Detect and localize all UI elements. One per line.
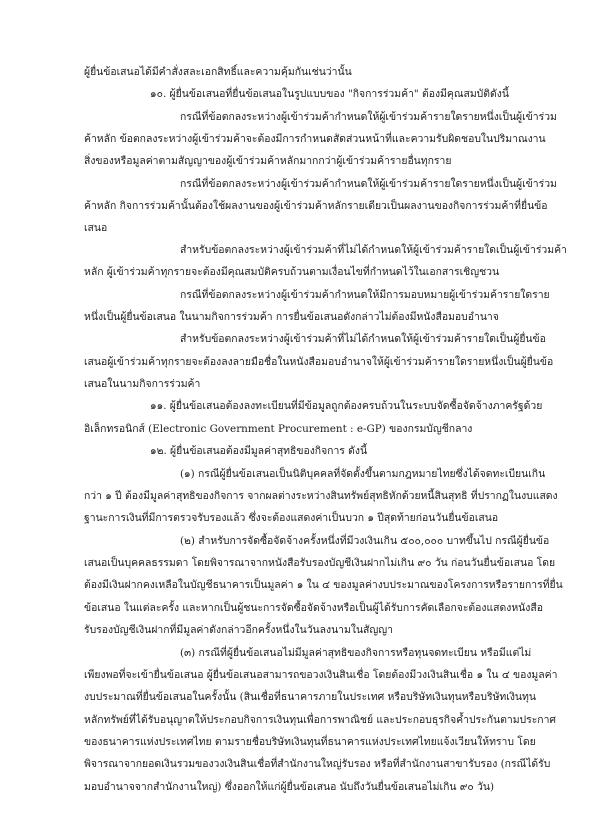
paragraph-line: หนึ่งเป็นผู้ยื่นข้อเสนอ ในนามกิจการร่วมค้า การยื่นข้อเสนอดังกล่าวไม่ต้องมีหนังสือมอบอำนาจ — [84, 311, 499, 323]
paragraph-line: อิเล็กทรอนิกส์ (Electronic Government Procurement : e-GP) ของกรมบัญชีกลาง — [84, 423, 473, 435]
paragraph-line: เสนอในนามกิจการร่วมค้า — [84, 378, 201, 390]
paragraph-line: เสนอผู้เข้าร่วมค้าทุกรายจะต้องลงลายมือชื่อในหนังสือมอบอำนาจให้ผู้เข้าร่วมค้ารายใดรายหนึ่งเป็นผู้ยื่นข้อ — [84, 356, 554, 368]
paragraph-line: มอบอำนาจจากสำนักงานใหญ่) ซึ่งออกให้แก่ผู้ยื่นข้อเสนอ นับถึงวันยื่นข้อเสนอไม่เกิน ๙๐ วัน) — [84, 781, 495, 793]
paragraph-line: งบประมาณที่ยื่นข้อเสนอในครั้งนั้น (สินเชื่อที่ธนาคารภายในประเทศ หรือบริษัทเงินทุนหรือบริษัทเงินทุน — [84, 691, 536, 703]
paragraph-line: ของธนาคารแห่งประเทศไทย ตามรายชื่อบริษัทเงินทุนที่ธนาคารแห่งประเทศไทยแจ้งเวียนให้ทราบ โดย — [84, 736, 536, 748]
paragraph-line: ต้องมีเงินฝากคงเหลือในบัญชีธนาคารเป็นมูลค่า ๑ ใน ๔ ของมูลค่างบประมาณของโครงการหรือรายการที่ยื่น — [84, 579, 563, 591]
paragraph-line: กรณีที่ข้อตกลงระหว่างผู้เข้าร่วมค้ากำหนดให้มีการมอบหมายผู้เข้าร่วมค้ารายใดราย — [180, 289, 550, 301]
paragraph-line: สิ่งของหรือมูลค่าตามสัญญาของผู้เข้าร่วมค้าหลักมากกว่าผู้เข้าร่วมค้ารายอื่นทุกราย — [84, 155, 452, 167]
paragraph-line: (๑) กรณีผู้ยื่นข้อเสนอเป็นนิติบุคคลที่จัดตั้งขึ้นตามกฎหมายไทยซึ่งได้จดทะเบียนเกิน — [180, 468, 546, 480]
paragraph-line: สำหรับข้อตกลงระหว่างผู้เข้าร่วมค้าที่ไม่ได้กำหนดให้ผู้เข้าร่วมค้ารายใดเป็นผู้ยื่นข้อ — [180, 333, 546, 345]
section-heading-10: ๑๐. ผู้ยื่นข้อเสนอที่ยื่นข้อเสนอในรูปแบบของ "กิจการร่วมค้า" ต้องมีคุณสมบัติดังนี้ — [150, 88, 509, 100]
paragraph-line: เพียงพอที่จะเข้ายื่นข้อเสนอ ผู้ยื่นข้อเสนอสามารถขอวงเงินสินเชื่อ โดยต้องมีวงเงินสินเชื่อ ๑ ใน ๔ ของมูลค่า — [84, 669, 558, 681]
paragraph-line: กว่า ๑ ปี ต้องมีมูลค่าสุทธิของกิจการ จากผลต่างระหว่างสินทรัพย์สุทธิหักด้วยหนี้สินสุทธิ ที่ปรากฏในงบแสดง — [84, 490, 558, 502]
paragraph-line: หลักทรัพย์ที่ได้รับอนุญาตให้ประกอบกิจการเงินทุนเพื่อการพาณิชย์ และประกอบธุรกิจค้ำประกันตามประกาศ — [84, 714, 557, 726]
paragraph-line: พิจารณาจากยอดเงินรวมของวงเงินสินเชื่อที่สำนักงานใหญ่รับรอง หรือที่สำนักงานสาขารับรอง (กรณีได้รับ — [84, 758, 551, 770]
paragraph-line: ฐานะการเงินที่มีการตรวจรับรองแล้ว ซึ่งจะต้องแสดงค่าเป็นบวก ๑ ปีสุดท้ายก่อนวันยื่นข้อเสนอ — [84, 512, 499, 524]
paragraph-line: ผู้ยื่นข้อเสนอได้มีคำสั่งสละเอกสิทธิ์และความคุ้มกันเช่นว่านั้น — [84, 66, 352, 78]
section-heading-12: ๑๒. ผู้ยื่นข้อเสนอต้องมีมูลค่าสุทธิของกิจการ ดังนี้ — [150, 445, 368, 457]
paragraph-line: กรณีที่ข้อตกลงระหว่างผู้เข้าร่วมค้ากำหนดให้ผู้เข้าร่วมค้ารายใดรายหนึ่งเป็นผู้เข้าร่วม — [180, 178, 557, 190]
paragraph-line: รับรองบัญชีเงินฝากที่มีมูลค่าดังกล่าวอีกครั้งหนึ่งในวันลงนามในสัญญา — [84, 624, 393, 636]
paragraph-line: กรณีที่ข้อตกลงระหว่างผู้เข้าร่วมค้ากำหนดให้ผู้เข้าร่วมค้ารายใดรายหนึ่งเป็นผู้เข้าร่วม — [180, 111, 557, 123]
paragraph-line: สำหรับข้อตกลงระหว่างผู้เข้าร่วมค้าที่ไม่ได้กำหนดให้ผู้เข้าร่วมค้ารายใดเป็นผู้เข้าร่วมค้า — [180, 244, 567, 256]
paragraph-line: เสนอเป็นบุคคลธรรมดา โดยพิจารณาจากหนังสือรับรองบัญชีเงินฝากไม่เกิน ๙๐ วัน ก่อนวันยื่นข้อเสนอ โดย — [84, 557, 556, 569]
paragraph-line: ค้าหลัก ข้อตกลงระหว่างผู้เข้าร่วมค้าจะต้องมีการกำหนดสัดส่วนหน้าที่และความรับผิดชอบในปริมาณงาน — [84, 133, 546, 145]
paragraph-line: (๒) สำหรับการจัดซื้อจัดจ้างครั้งหนึ่งที่มีวงเงินเกิน ๕๐๐,๐๐๐ บาทขึ้นไป กรณีผู้ยื่นข้อ — [180, 535, 550, 547]
paragraph-line: ข้อเสนอ ในแต่ละครั้ง และหากเป็นผู้ชนะการจัดซื้อจัดจ้างหรือเป็นผู้ได้รับการคัดเลือกจะต้องแสดงหนังสือ — [84, 602, 543, 614]
paragraph-line: ค้าหลัก กิจการร่วมค้านั้นต้องใช้ผลงานของผู้เข้าร่วมค้าหลักรายเดียวเป็นผลงานของกิจการร่วมค้าที่ยื่นข้อ — [84, 200, 548, 212]
section-heading-11: ๑๑. ผู้ยื่นข้อเสนอต้องลงทะเบียนที่มีข้อมูลถูกต้องครบถ้วนในระบบจัดซื้อจัดจ้างภาครัฐด้วย — [150, 400, 543, 412]
paragraph-line: หลัก ผู้เข้าร่วมค้าทุกรายจะต้องมีคุณสมบัติครบถ้วนตามเงื่อนไขที่กำหนดไว้ในเอกสารเชิญชวน — [84, 266, 500, 278]
paragraph-line: เสนอ — [84, 222, 108, 234]
paragraph-line: (๓) กรณีที่ผู้ยื่นข้อเสนอไม่มีมูลค่าสุทธิของกิจการหรือทุนจดทะเบียน หรือมีแต่ไม่ — [180, 647, 532, 659]
